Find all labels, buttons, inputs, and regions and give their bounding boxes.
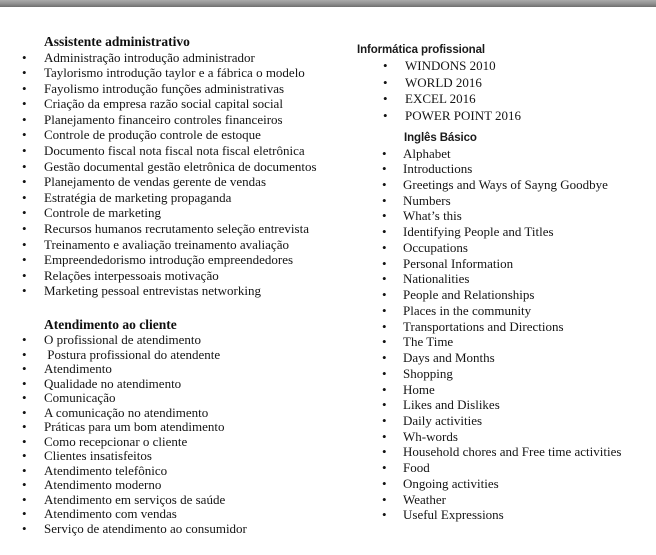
list-item: • Atendimento telefônico [22, 464, 352, 479]
list-item: • Taylorismo introdução taylor e a fábrica o modelo [22, 65, 352, 81]
list-item: • Como recepcionar o cliente [22, 435, 352, 450]
right-column [357, 43, 655, 523]
list-item: • Numbers [357, 193, 655, 209]
list-item: • Days and Months [357, 350, 655, 366]
list-item: • Alphabet [357, 146, 655, 162]
list-item: • Daily activities [357, 413, 655, 429]
list-item: • Estratégia de marketing propaganda [22, 190, 352, 206]
list-item: • The Time [357, 334, 655, 350]
section-title-ingles-basico: Inglês Básico [404, 131, 477, 144]
list-item: • Marketing pessoal entrevistas networking [22, 283, 352, 299]
list-item: • People and Relationships [357, 287, 655, 303]
list-item: • Postura profissional do atendente [22, 348, 352, 363]
list-item: • Relações interpessoais motivação [22, 268, 352, 284]
list-item: • A comunicação no atendimento [22, 406, 352, 421]
list-item: • Atendimento moderno [22, 478, 352, 493]
list-item: • Wh-words [357, 429, 655, 445]
list-item: • Food [357, 460, 655, 476]
section-title-atendimento-ao-cliente: Atendimento ao cliente [44, 317, 177, 332]
list-item: • Introductions [357, 161, 655, 177]
list-item: • Occupations [357, 240, 655, 256]
list-item: • Serviço de atendimento ao consumidor [22, 522, 352, 537]
list-item: • Qualidade no atendimento [22, 377, 352, 392]
list-item: • EXCEL 2016 [357, 91, 655, 108]
list-item: • O profissional de atendimento [22, 333, 352, 348]
list-item: • Criação da empresa razão social capital social [22, 96, 352, 112]
list-item: • Empreendedorismo introdução empreendedores [22, 252, 352, 268]
list-item: • Comunicação [22, 391, 352, 406]
list-item: • Places in the community [357, 303, 655, 319]
list-item: • Useful Expressions [357, 507, 655, 523]
list-item: • Planejamento de vendas gerente de vendas [22, 174, 352, 190]
list-item: • Atendimento [22, 362, 352, 377]
list-item: • Shopping [357, 366, 655, 382]
list-item: • Home [357, 382, 655, 398]
list-item: • Gestão documental gestão eletrônica de documentos [22, 159, 352, 175]
list-item: • Administração introdução administrador [22, 50, 352, 66]
list-item: • Clientes insatisfeitos [22, 449, 352, 464]
list-item: • Transportations and Directions [357, 319, 655, 335]
list-item: • Planejamento financeiro controles financeiros [22, 112, 352, 128]
list-item: • Controle de produção controle de estoque [22, 127, 352, 143]
section-title-assistente-administrativo: Assistente administrativo [44, 33, 190, 49]
list-item: • Ongoing activities [357, 476, 655, 492]
list-item: • Documento fiscal nota fiscal nota fiscal eletrônica [22, 143, 352, 159]
list-item: • Controle de marketing [22, 205, 352, 221]
list-item: • Treinamento e avaliação treinamento avaliação [22, 237, 352, 253]
informatica-profissional-list [357, 58, 655, 125]
list-item: • Atendimento em serviços de saúde [22, 493, 352, 508]
assistente-administrativo-list [22, 50, 352, 300]
list-item: • Household chores and Free time activities [357, 444, 655, 460]
list-item: • Weather [357, 492, 655, 508]
list-item: • Atendimento com vendas [22, 507, 352, 522]
section-title-informatica-profissional: Informática profissional [357, 44, 485, 56]
list-item: • Nationalities [357, 271, 655, 287]
list-item: • Recursos humanos recrutamento seleção entrevista [22, 221, 352, 237]
window-top-edge [0, 0, 656, 7]
list-item: • Greetings and Ways of Sayng Goodbye [357, 177, 655, 193]
list-item: • WORLD 2016 [357, 75, 655, 92]
list-item: • Personal Information [357, 256, 655, 272]
list-item: • What’s this [357, 208, 655, 224]
list-item: • Práticas para um bom atendimento [22, 420, 352, 435]
list-item: • POWER POINT 2016 [357, 108, 655, 125]
left-column [22, 34, 352, 537]
list-item: • Identifying People and Titles [357, 224, 655, 240]
ingles-basico-list [357, 146, 655, 524]
list-item: • Likes and Dislikes [357, 397, 655, 413]
list-item: • WINDONS 2010 [357, 58, 655, 75]
atendimento-ao-cliente-list [22, 333, 352, 536]
list-item: • Fayolismo introdução funções administrativas [22, 81, 352, 97]
